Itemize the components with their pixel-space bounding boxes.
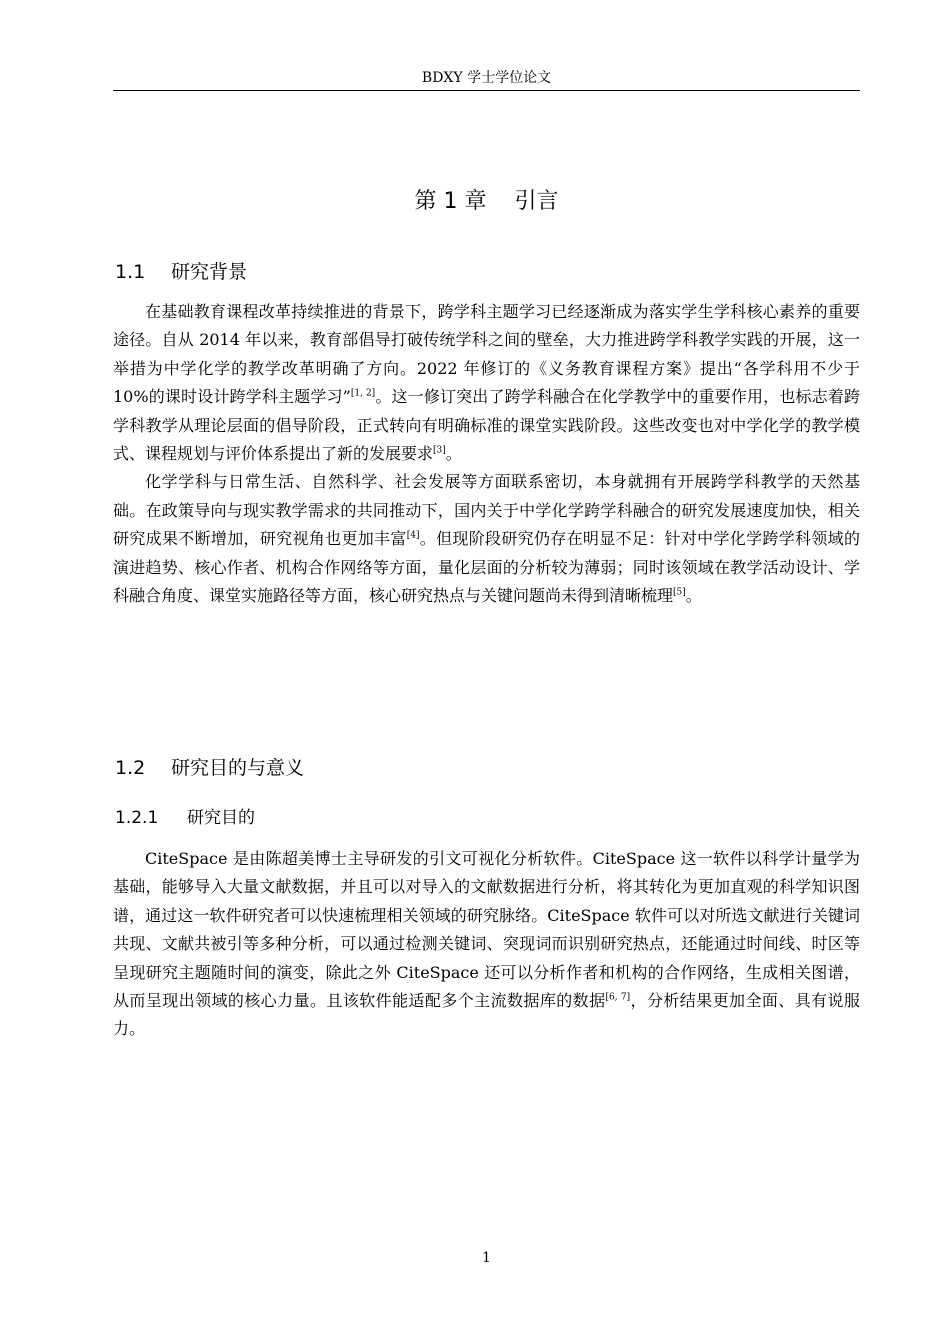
paragraph — [113, 298, 860, 468]
paragraph-text: 。这一修订突出了跨学科融合在化学教学中的重要作用，也标志着跨学科教学从理论层面的倡导阶段，正式转向有明确标准的课堂实践阶段。这些改变也对中学化学的教学模式、课程规划与评价体系提出了新的发展要求 — [113, 387, 860, 464]
citation: [4] — [406, 530, 420, 541]
citation: [3] — [433, 445, 446, 456]
section-title: 研究背景 — [171, 261, 248, 283]
paragraph-text: 。但现阶段研究仍存在明显不足：针对中学化学跨学科领域的演进趋势、核心作者、机构合作网络等方面，量化层面的分析较为薄弱；同时该领域在教学活动设计、学科融合角度、课堂实施路径等方面，核心研究热点与关键问题尚未得到清晰梳理 — [113, 529, 860, 606]
header-rule — [113, 90, 860, 91]
paragraph-text: 。 — [685, 586, 702, 606]
section-number: 1.1 — [115, 261, 146, 283]
paragraph — [113, 845, 860, 1044]
section-1-2-1-body — [113, 845, 860, 1044]
citation: [1, 2] — [350, 388, 376, 399]
section-1-1-body — [113, 298, 860, 610]
citation: [6, 7] — [605, 992, 631, 1003]
section-heading-1-2 — [115, 755, 304, 781]
subsection-number: 1.2.1 — [115, 808, 159, 828]
chapter-title: 第 1 章 引言 — [414, 189, 559, 214]
running-header: BDXY 学士学位论文 — [421, 70, 552, 86]
section-title: 研究目的与意义 — [171, 757, 305, 779]
section-number: 1.2 — [115, 757, 146, 779]
subsection-title: 研究目的 — [187, 808, 255, 828]
paragraph — [113, 468, 860, 610]
section-heading-1-1 — [115, 259, 247, 285]
subsection-heading-1-2-1 — [115, 806, 255, 830]
citation: [5] — [673, 587, 686, 598]
paragraph-text: 化学学科与日常生活、自然科学、社会发展等方面联系密切，本身就拥有开展跨学科教学的天然基础。在政策导向与现实教学需求的共同推动下，国内关于中学化学跨学科融合的研究发展速度加快，相关研究成果不断增加，研究视角也更加丰富 — [113, 472, 860, 549]
page-number: 1 — [482, 1250, 491, 1266]
paragraph-text: ，分析结果更加全面、具有说服力。 — [113, 991, 860, 1039]
paragraph-text: 。 — [445, 444, 462, 464]
paragraph-text: CiteSpace 是由陈超美博士主导研发的引文可视化分析软件。CiteSpace 这一软件以科学计量学为基础，能够导入大量文献数据，并且可以对导入的文献数据进行分析，将其转化为更加直观的科学知识图谱，通过这一软件研究者可以快速梳理相关领域的研究脉络。CiteSpace 软件可以对所选文献进行关键词共现、文献共被引等多种分析，可以通过检测关键词、突现词而识别研究热点，还能通过时间线、时区等呈现研究主题随时间的演变，除此之外 CiteSpace 还可以分析作者和机构的合作网络，生成相关图谱，从而呈现出领域的核心力量。且该软件能适配多个主流数据库的数据 — [113, 849, 860, 1011]
paragraph-text: 在基础教育课程改革持续推进的背景下，跨学科主题学习已经逐渐成为落实学生学科核心素养的重要途径。自从 2014 年以来，教育部倡导打破传统学科之间的壁垒，大力推进跨学科教学实践的开展，这一举措为中学化学的教学改革明确了方向。2022 年修订的《义务教育课程方案》提出“各学科用不少于 10%的课时设计跨学科主题学习” — [113, 302, 860, 407]
